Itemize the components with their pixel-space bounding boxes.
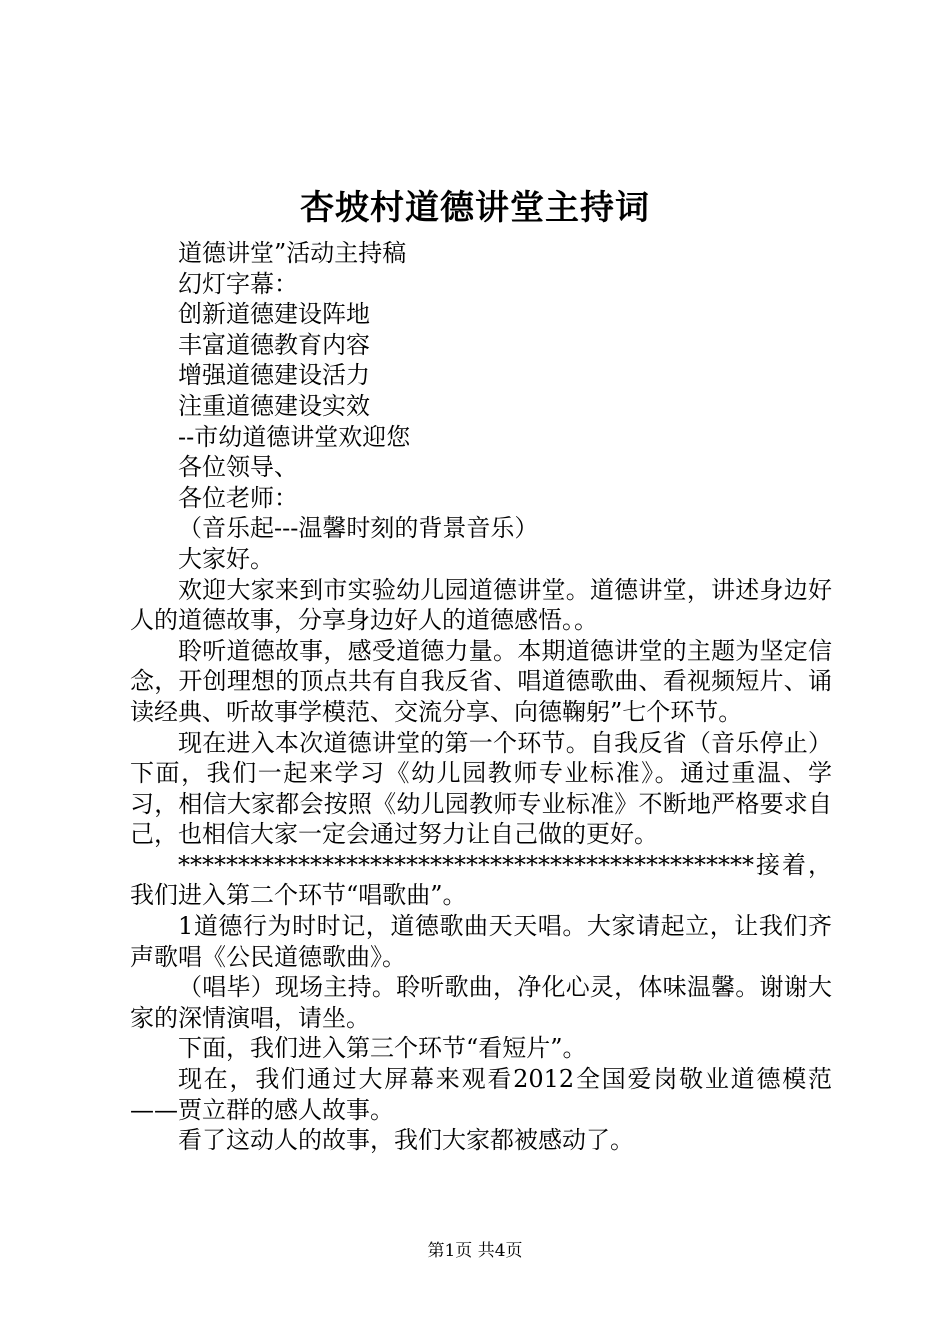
paragraph: 各位领导、 [178, 453, 298, 482]
paragraph: 丰富道德教育内容 [178, 330, 370, 359]
paragraph: 看了这动人的故事，我们大家都被感动了。 [178, 1126, 634, 1155]
paragraph: 下面，我们进入第三个环节“看短片”。 [178, 1034, 587, 1063]
paragraph: （音乐起---温馨时刻的背景音乐） [178, 514, 539, 543]
paragraph: 现在进入本次道德讲堂的第一个环节。自我反省（音乐停止）下面，我们一起来学习《幼儿园教师专业标准》。通过重温、学习，相信大家都会按照《幼儿园教师专业标准》不断地严格要求自己，也相信大家一定会通过努力让自己做的更好。 [130, 728, 832, 849]
paragraph: 大家好。 [178, 544, 274, 573]
paragraph: 各位老师： [178, 483, 298, 512]
paragraph: 增强道德建设活力 [178, 361, 370, 390]
page-number-footer: 第1页 共4页 [427, 1241, 523, 1261]
paragraph: 1道德行为时时记，道德歌曲天天唱。大家请起立，让我们齐声歌唱《公民道德歌曲》。 [130, 912, 832, 971]
paragraph: 创新道德建设阵地 [178, 300, 370, 329]
paragraph: ************************************************接着，我们进入第二个环节“唱歌曲”。 [130, 850, 832, 910]
paragraph: 幻灯字幕： [178, 269, 298, 298]
paragraph: 欢迎大家来到市实验幼儿园道德讲堂。道德讲堂，讲述身边好人的道德故事，分享身边好人的道德感悟。。 [130, 575, 832, 635]
paragraph: （唱毕）现场主持。聆听歌曲，净化心灵，体味温馨。谢谢大家的深情演唱，请坐。 [130, 973, 832, 1032]
document-title: 杏坡村道德讲堂主持词 [300, 188, 650, 228]
paragraph: 聆听道德故事，感受道德力量。本期道德讲堂的主题为坚定信念，开创理想的顶点共有自我反省、唱道德歌曲、看视频短片、诵读经典、听故事学模范、交流分享、向德鞠躬”七个环节。 [130, 636, 832, 726]
paragraph: 现在，我们通过大屏幕来观看2012全国爱岗敬业道德模范——贾立群的感人故事。 [130, 1065, 832, 1124]
paragraph: 注重道德建设实效 [178, 391, 370, 420]
paragraph: --市幼道德讲堂欢迎您 [178, 422, 411, 451]
document-body [130, 238, 832, 1156]
paragraph: 道德讲堂”活动主持稿 [178, 239, 407, 267]
